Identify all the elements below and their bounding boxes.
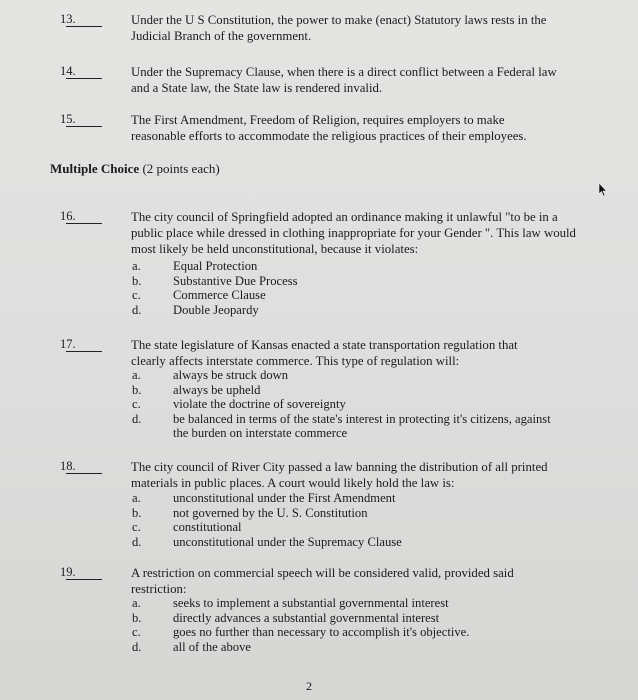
question-number: 18. xyxy=(60,459,76,473)
answer-blank[interactable] xyxy=(66,26,102,27)
answer-blank[interactable] xyxy=(66,126,102,127)
question-number: 15. xyxy=(60,112,76,126)
answer-blank[interactable] xyxy=(66,473,102,474)
section-heading xyxy=(50,161,220,177)
question-number: 19. xyxy=(60,565,76,579)
answer-blank[interactable] xyxy=(66,579,102,580)
question-text: A restriction on commercial speech will be considered valid, provided said restriction: xyxy=(131,566,514,596)
question-text: The city council of River City passed a law banning the distribution of all printed materials in public places. A court would likely hold the law is: xyxy=(131,460,548,490)
question-text: The city council of Springfield adopted an ordinance making it unlawful "to be in a public place while dressed in clothing inappropriate for your Gender ". This law would most likely be held unconstitutional, because it violates: xyxy=(131,210,576,256)
question-text: Under the Supremacy Clause, when there is a direct conflict between a Federal law and a State law, the State law is rendered invalid. xyxy=(131,65,557,95)
section-heading-rest: (2 points each) xyxy=(139,161,220,176)
question-text: Under the U S Constitution, the power to make (enact) Statutory laws rests in the Judicial Branch of the government. xyxy=(131,13,547,43)
answer-blank[interactable] xyxy=(66,78,102,79)
section-heading-bold: Multiple Choice xyxy=(50,161,140,176)
mouse-pointer-icon xyxy=(598,183,608,197)
document-page: 13. Under the U S Constitution, the power to make (enact) Statutory laws rests in the Judicial Branch of the government. 14. Under the Supremacy Clause, when there is a direct conflict between a Federal law and a State law, the State law is rendered invalid. 15. The First Amendment, Freedom of Religion, requires employers to make reasonable efforts to accommodate the religious practices of their employees. Multiple Choice (2 points each) 16. The city council of Springfield adopted an ordinance making it unlawful "to be in a public place while dressed in clothing inappropriate for your Gender ". This law would most likely be held unconstitutional, because it violates: a. Equal Protection b. Substantive Due Process c. Commerce Clause d. Double Jeopardy 17. The state legislature of Kansas enacted a state transportation regulation that clearly affects interstate commerce. This type of regulation will: a. always be struck down b. always be upheld c. violate the doctrine of sovereignty d. be balanced in terms of the state's interest in protecting it's citizens, against the burden on interstate commerce 18. The city council of River City passed a law banning the distribution of all printed materials in public places. A court would likely hold the law is: a. unconstitutional under the First Amendment b. not governed by the U. S. Constitution c. constitutional d. unconstitutional under the Supremacy Clause 19. A restriction on commercial speech will be considered valid, provided said restriction: a. seeks to implement a substantial governmental interest b. directly advances a substantial governmental interest c. goes no further than necessary to accomplish it's objective. d. all of the above 2 xyxy=(0,0,638,700)
question-text: The First Amendment, Freedom of Religion, requires employers to make reasonable efforts to accommodate the religious practices of their employees. xyxy=(131,113,527,143)
question-number: 13. xyxy=(60,12,76,26)
question-number: 17. xyxy=(60,337,76,351)
question-number: 14. xyxy=(60,64,76,78)
answer-blank[interactable] xyxy=(66,223,102,224)
question-number: 16. xyxy=(60,209,76,223)
answer-blank[interactable] xyxy=(66,351,102,352)
question-text: The state legislature of Kansas enacted a state transportation regulation that clearly affects interstate commerce. This type of regulation will: xyxy=(131,338,518,368)
page-number: 2 xyxy=(306,679,312,693)
